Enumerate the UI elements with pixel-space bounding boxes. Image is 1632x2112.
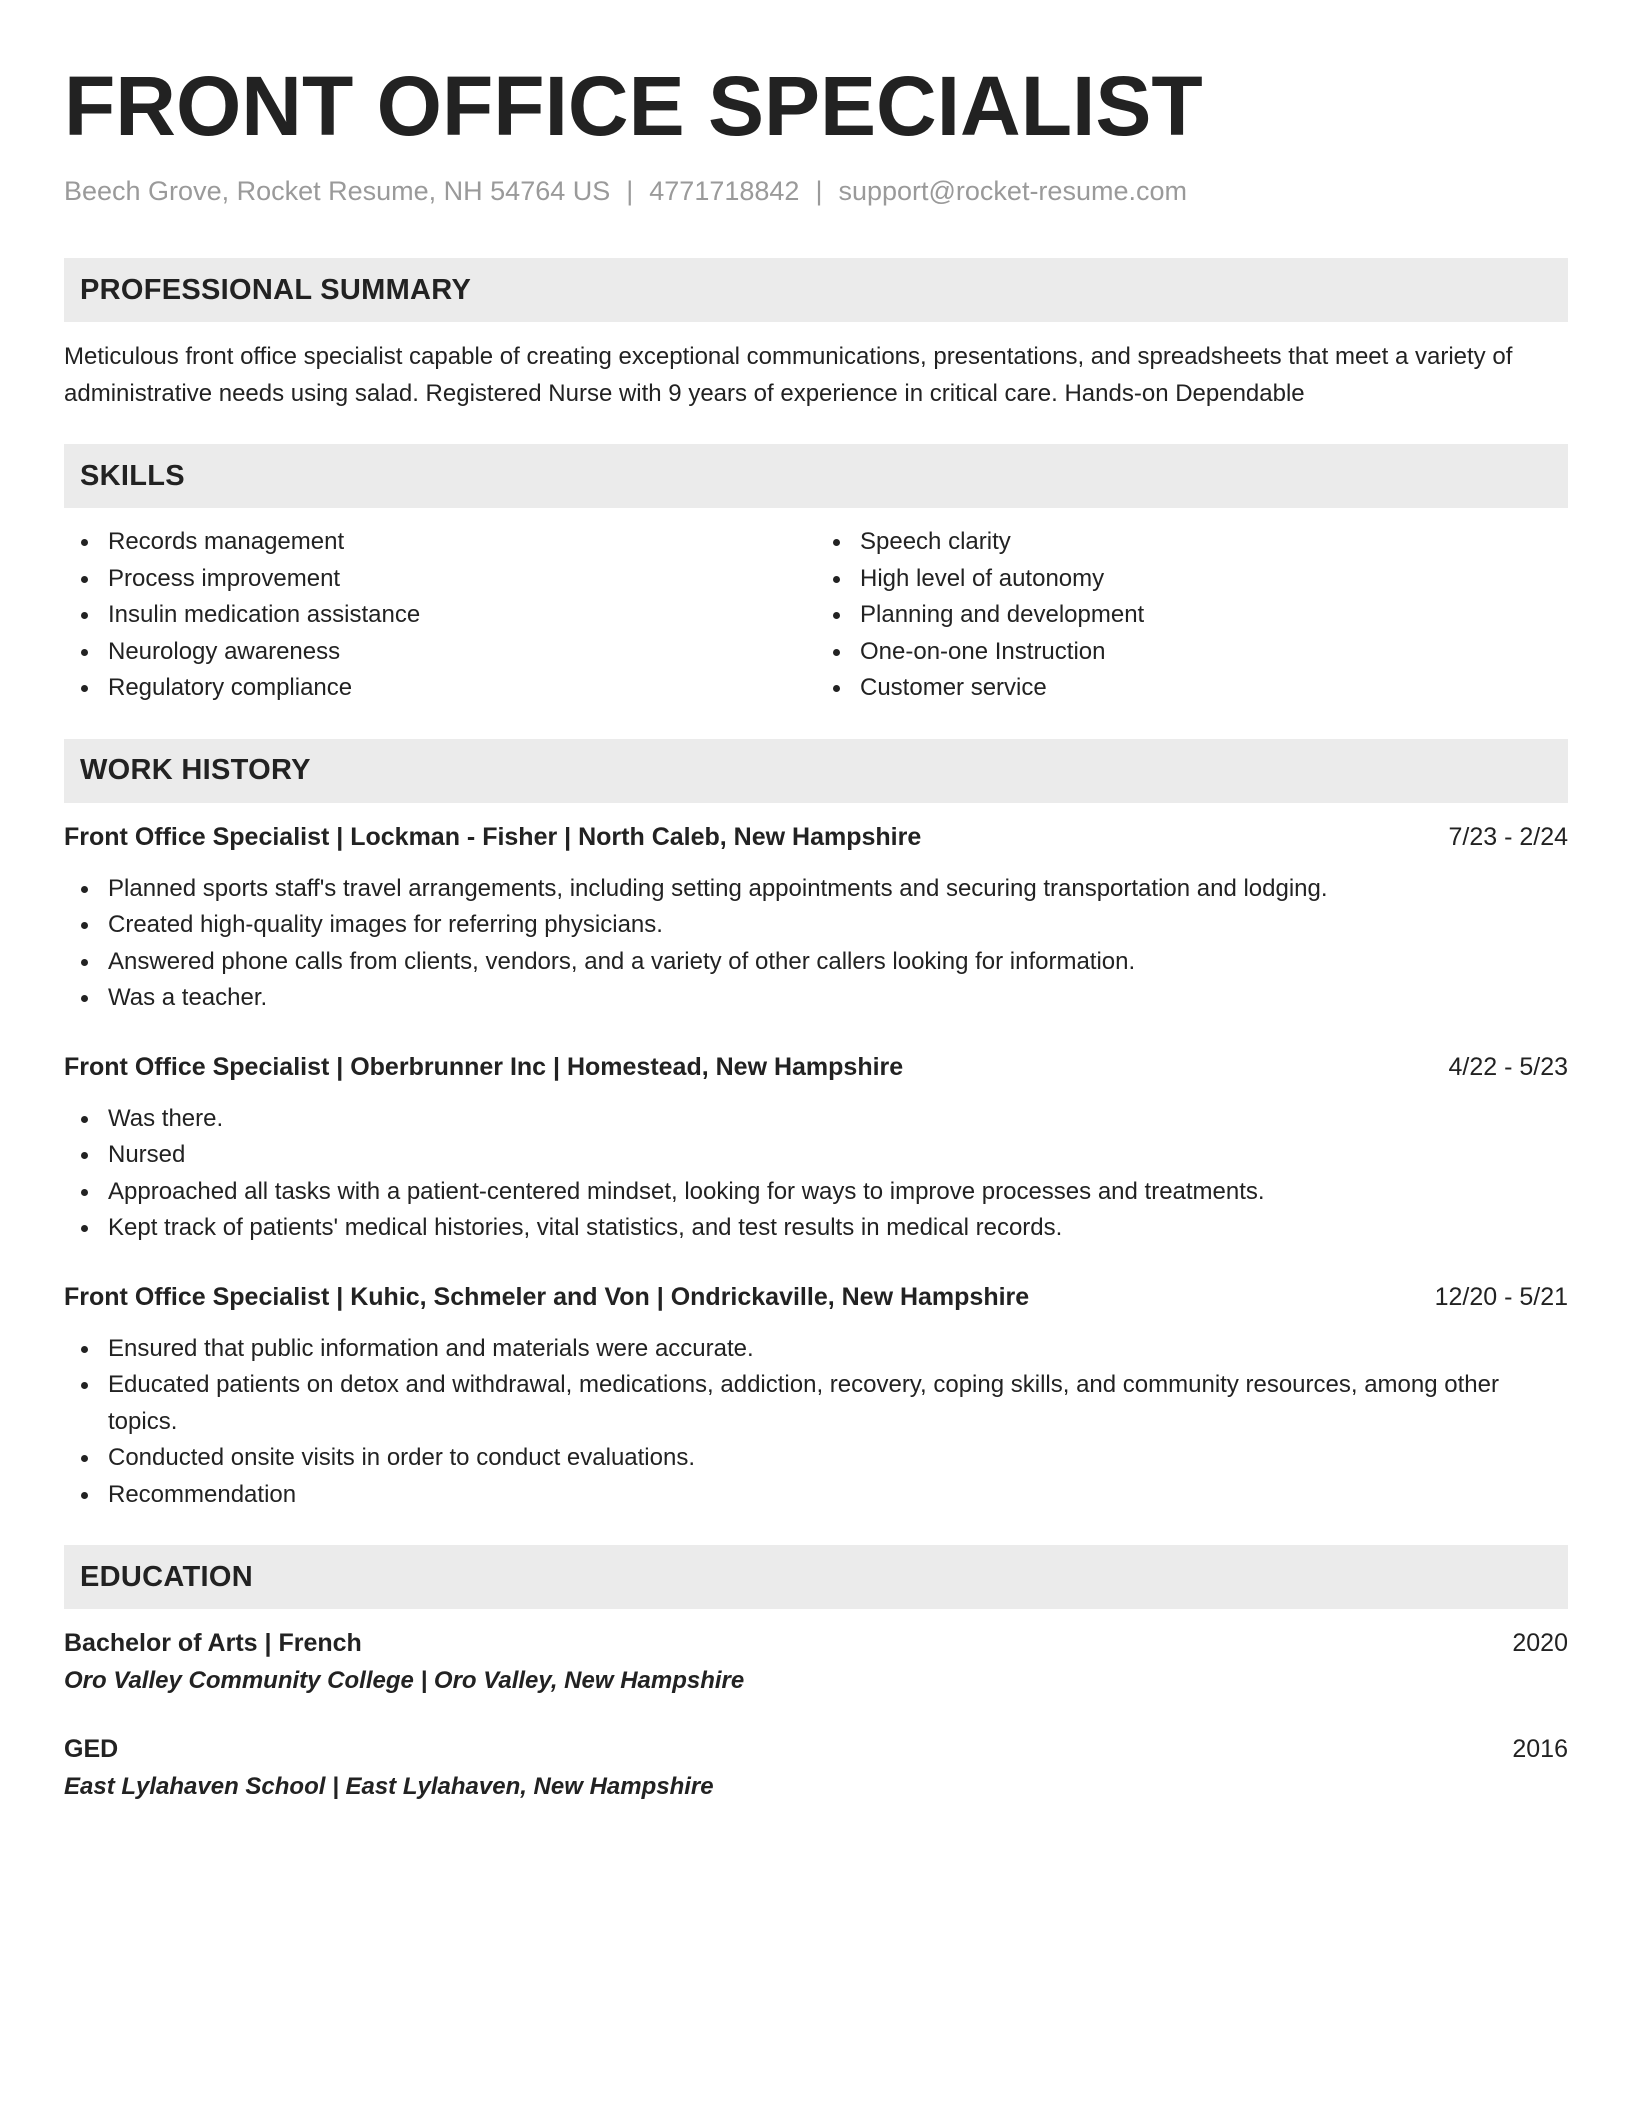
contact-phone: 4771718842 bbox=[649, 176, 800, 206]
education-school: East Lylahaven School | East Lylahaven, New Hampshire bbox=[64, 1773, 714, 1800]
contact-address: Beech Grove, Rocket Resume, NH 54764 US bbox=[64, 176, 611, 206]
education-degree: Bachelor of Arts | French bbox=[64, 1629, 362, 1657]
contact-separator: | bbox=[815, 176, 823, 206]
education-degree: GED bbox=[64, 1735, 119, 1763]
job-bullet: Kept track of patients' medical histories, vital statistics, and test results in medical records. bbox=[64, 1210, 1568, 1247]
job-entry bbox=[64, 1049, 1568, 1247]
job-bullet: Conducted onsite visits in order to conduct evaluations. bbox=[64, 1440, 1568, 1477]
job-title: Front Office Specialist | Kuhic, Schmeler and Von | Ondrickaville, New Hampshire bbox=[64, 1282, 1030, 1311]
job-entry bbox=[64, 1279, 1568, 1514]
education-header bbox=[64, 1625, 1568, 1662]
job-header bbox=[64, 1049, 1568, 1085]
job-dates: 12/20 - 5/21 bbox=[1434, 1282, 1568, 1311]
skill-item: High level of autonomy bbox=[816, 561, 1568, 598]
skill-item: Regulatory compliance bbox=[64, 670, 816, 707]
skill-item: Process improvement bbox=[64, 561, 816, 598]
skill-item: Planning and development bbox=[816, 597, 1568, 634]
skills-column-right bbox=[816, 524, 1568, 707]
job-bullet: Nursed bbox=[64, 1137, 1568, 1174]
candidate-name: FRONT OFFICE SPECIALIST bbox=[64, 59, 1203, 153]
job-bullet: Was there. bbox=[64, 1101, 1568, 1138]
education-header bbox=[64, 1731, 1568, 1768]
skill-item: Customer service bbox=[816, 670, 1568, 707]
job-bullet: Created high-quality images for referring physicians. bbox=[64, 907, 1568, 944]
section-heading-summary: PROFESSIONAL SUMMARY bbox=[64, 258, 1568, 322]
skill-item: Neurology awareness bbox=[64, 634, 816, 671]
education-entry bbox=[64, 1625, 1568, 1699]
section-heading-work-history: WORK HISTORY bbox=[64, 739, 1568, 803]
job-entry bbox=[64, 819, 1568, 1017]
job-bullets bbox=[64, 1101, 1568, 1247]
education-entry bbox=[64, 1731, 1568, 1805]
contact-line bbox=[64, 174, 1568, 208]
job-bullet: Ensured that public information and materials were accurate. bbox=[64, 1331, 1568, 1368]
job-bullet: Approached all tasks with a patient-centered mindset, looking for ways to improve processes and treatments. bbox=[64, 1174, 1568, 1211]
job-dates: 4/22 - 5/23 bbox=[1448, 1052, 1568, 1081]
job-bullets bbox=[64, 871, 1568, 1017]
job-bullet: Answered phone calls from clients, vendors, and a variety of other callers looking for information. bbox=[64, 944, 1568, 981]
job-bullet: Recommendation bbox=[64, 1477, 1568, 1514]
skill-item: Records management bbox=[64, 524, 816, 561]
skills-column-left bbox=[64, 524, 816, 707]
job-bullet: Educated patients on detox and withdrawal, medications, addiction, recovery, coping skills, and community resources, among other topics. bbox=[64, 1367, 1568, 1440]
job-bullets bbox=[64, 1331, 1568, 1514]
job-dates: 7/23 - 2/24 bbox=[1448, 822, 1568, 851]
job-title: Front Office Specialist | Lockman - Fisher | North Caleb, New Hampshire bbox=[64, 822, 922, 851]
skill-item: One-on-one Instruction bbox=[816, 634, 1568, 671]
education-year: 2020 bbox=[1512, 1629, 1568, 1657]
contact-separator: | bbox=[626, 176, 634, 206]
job-bullet: Planned sports staff's travel arrangements, including setting appointments and securing transportation and lodging. bbox=[64, 871, 1568, 908]
job-header bbox=[64, 1279, 1568, 1315]
education-year: 2016 bbox=[1512, 1735, 1568, 1763]
skill-item: Insulin medication assistance bbox=[64, 597, 816, 634]
job-title: Front Office Specialist | Oberbrunner Inc | Homestead, New Hampshire bbox=[64, 1052, 904, 1081]
skill-item: Speech clarity bbox=[816, 524, 1568, 561]
job-header bbox=[64, 819, 1568, 855]
summary-text: Meticulous front office specialist capable of creating exceptional communications, presentations, and spreadsheets that meet a variety of administrative needs using salad. Registered Nurse with 9 years of experience in critical care. Hands-on Dependable bbox=[64, 343, 1513, 407]
education-school: Oro Valley Community College | Oro Valley, New Hampshire bbox=[64, 1667, 745, 1694]
skills-grid bbox=[64, 524, 1568, 707]
section-heading-skills: SKILLS bbox=[64, 444, 1568, 508]
job-bullet: Was a teacher. bbox=[64, 980, 1568, 1017]
contact-email: support@rocket-resume.com bbox=[838, 176, 1187, 206]
section-heading-education: EDUCATION bbox=[64, 1545, 1568, 1609]
